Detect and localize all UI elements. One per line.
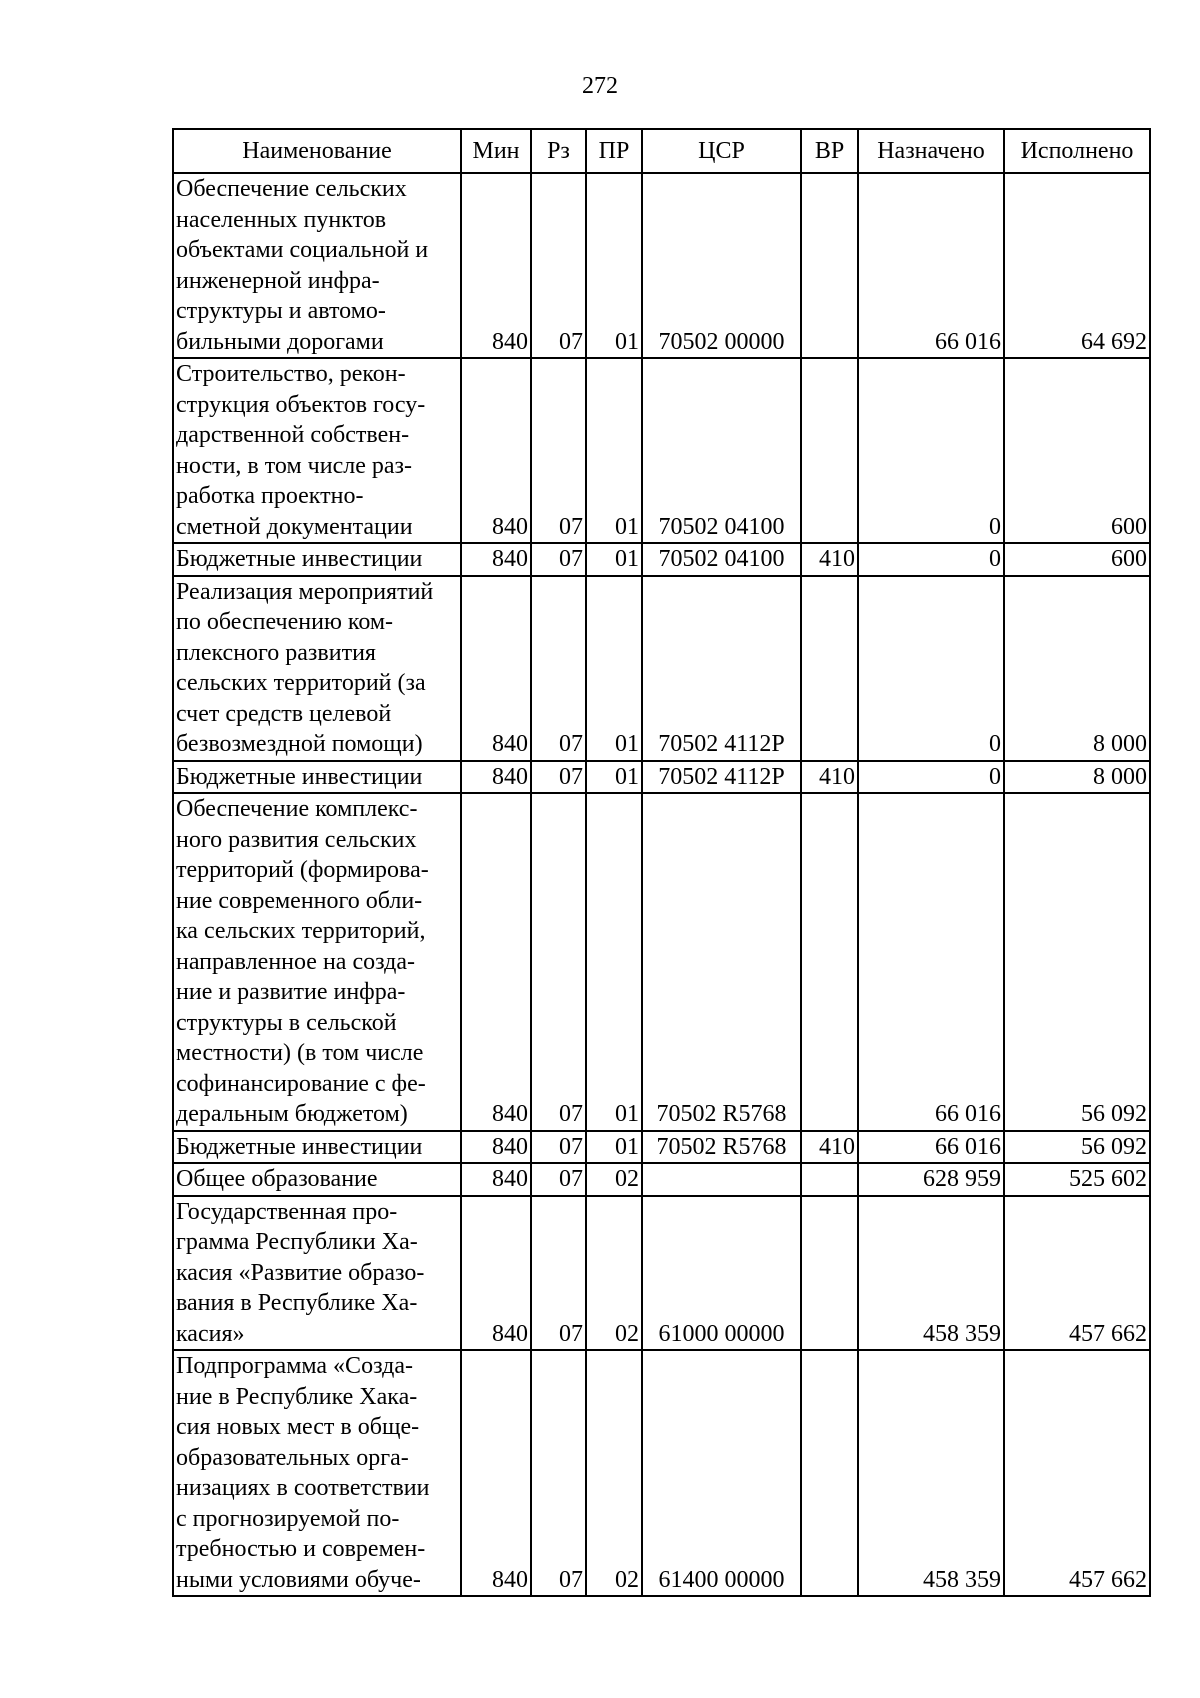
cell-csr: 70502 00000 [642, 173, 801, 358]
cell-name [173, 1196, 461, 1351]
cell-pr: 01 [586, 793, 642, 1131]
cell-min: 840 [461, 358, 531, 543]
cell-pr: 01 [586, 1131, 642, 1164]
name-line: безвозмездной помощи) [176, 731, 423, 757]
table-header-row [173, 129, 1150, 173]
cell-pr: 01 [586, 358, 642, 543]
cell-vr [801, 173, 858, 358]
table-row [173, 1131, 1150, 1164]
cell-name [173, 1350, 461, 1596]
cell-executed: 600 [1004, 358, 1150, 543]
name-line: Подпрограмма «Созда- [176, 1353, 413, 1379]
name-line: сельских территорий (за [176, 670, 426, 696]
cell-vr [801, 1350, 858, 1596]
cell-name [173, 793, 461, 1131]
table-row [173, 1350, 1150, 1596]
name-line: ние современного обли- [176, 887, 423, 914]
name-line: вания в Республике Ха- [176, 1290, 418, 1316]
cell-assigned: 0 [858, 761, 1004, 794]
cell-rz: 07 [531, 1350, 586, 1596]
table-row [173, 543, 1150, 576]
cell-vr [801, 358, 858, 543]
name-line: Государственная про- [176, 1198, 398, 1225]
header-executed: Исполнено [1004, 129, 1150, 173]
name-line: Обеспечение сельских [176, 176, 407, 202]
cell-min: 840 [461, 1131, 531, 1164]
name-line: сия новых мест в обще- [176, 1414, 420, 1440]
cell-executed: 457 662 [1004, 1350, 1150, 1596]
name-line: ными условиями обуче- [176, 1566, 421, 1593]
name-line: структуры и автомо- [176, 298, 386, 324]
cell-executed: 56 092 [1004, 793, 1150, 1131]
cell-name [173, 358, 461, 543]
cell-vr [801, 793, 858, 1131]
cell-csr: 70502 4112P [642, 761, 801, 794]
name-line: по обеспечению ком- [176, 609, 394, 635]
name-line: ности, в том числе раз- [176, 452, 412, 479]
cell-min: 840 [461, 1350, 531, 1596]
name-line: образовательных орга- [176, 1444, 409, 1471]
cell-pr: 02 [586, 1350, 642, 1596]
cell-min: 840 [461, 543, 531, 576]
name-line: сметной документации [176, 513, 413, 540]
cell-vr: 410 [801, 1131, 858, 1164]
name-line: ние в Республике Хака- [176, 1383, 418, 1410]
cell-rz: 07 [531, 543, 586, 576]
cell-vr [801, 1163, 858, 1196]
cell-rz: 07 [531, 1163, 586, 1196]
name-line: грамма Республики Ха- [176, 1229, 418, 1255]
name-line: с прогнозируемой по- [176, 1505, 400, 1532]
cell-executed: 56 092 [1004, 1131, 1150, 1164]
cell-pr: 01 [586, 543, 642, 576]
name-line: ного развития сельских [176, 826, 417, 853]
name-line: требностью и современ- [176, 1536, 426, 1562]
cell-assigned: 458 359 [858, 1350, 1004, 1596]
cell-min: 840 [461, 1196, 531, 1351]
cell-assigned: 458 359 [858, 1196, 1004, 1351]
name-line: дарственной собствен- [176, 422, 410, 448]
table-row [173, 1163, 1150, 1196]
name-line: счет средств целевой [176, 700, 392, 727]
cell-assigned: 0 [858, 358, 1004, 543]
cell-csr: 70502 R5768 [642, 793, 801, 1131]
name-line: Реализация мероприятий [176, 578, 434, 605]
cell-assigned: 66 016 [858, 173, 1004, 358]
cell-pr: 01 [586, 761, 642, 794]
cell-executed: 600 [1004, 543, 1150, 576]
cell-csr: 70502 R5768 [642, 1131, 801, 1164]
table-body [173, 173, 1150, 1596]
cell-executed: 525 602 [1004, 1163, 1150, 1196]
name-line: объектами социальной и [176, 237, 429, 263]
cell-vr: 410 [801, 543, 858, 576]
cell-name [173, 1163, 461, 1196]
name-line: Бюджетные инвестиции [176, 763, 423, 790]
cell-rz: 07 [531, 1196, 586, 1351]
table-row [173, 576, 1150, 761]
cell-assigned: 0 [858, 576, 1004, 761]
name-line: низациях в соответствии [176, 1475, 430, 1501]
cell-min: 840 [461, 1163, 531, 1196]
cell-csr: 70502 04100 [642, 358, 801, 543]
cell-assigned: 0 [858, 543, 1004, 576]
name-line: бильными дорогами [176, 328, 384, 355]
name-line: Строительство, рекон- [176, 361, 406, 387]
table-row [173, 173, 1150, 358]
cell-pr: 02 [586, 1196, 642, 1351]
cell-pr: 01 [586, 576, 642, 761]
table-row [173, 793, 1150, 1131]
cell-assigned: 628 959 [858, 1163, 1004, 1196]
name-line: структуры в сельской [176, 1009, 397, 1036]
cell-executed: 8 000 [1004, 761, 1150, 794]
header-rz: Рз [531, 129, 586, 173]
header-min: Мин [461, 129, 531, 173]
name-line: направленное на созда- [176, 948, 416, 975]
cell-executed: 64 692 [1004, 173, 1150, 358]
header-csr: ЦСР [642, 129, 801, 173]
cell-name [173, 543, 461, 576]
cell-min: 840 [461, 793, 531, 1131]
cell-pr: 01 [586, 173, 642, 358]
header-name: Наименование [173, 129, 461, 173]
header-vr: ВР [801, 129, 858, 173]
cell-rz: 07 [531, 173, 586, 358]
cell-pr: 02 [586, 1163, 642, 1196]
name-line: работка проектно- [176, 483, 364, 509]
name-line: касия» [176, 1320, 245, 1347]
name-line: ка сельских территорий, [176, 918, 426, 944]
cell-assigned: 66 016 [858, 793, 1004, 1131]
cell-csr: 61000 00000 [642, 1196, 801, 1351]
name-line: инженерной инфра- [176, 267, 380, 294]
cell-csr: 70502 04100 [642, 543, 801, 576]
cell-rz: 07 [531, 761, 586, 794]
header-assigned: Назначено [858, 129, 1004, 173]
budget-table [172, 128, 1151, 1597]
cell-rz: 07 [531, 358, 586, 543]
cell-vr [801, 1196, 858, 1351]
name-line: Бюджетные инвестиции [176, 1133, 423, 1160]
cell-executed: 8 000 [1004, 576, 1150, 761]
cell-min: 840 [461, 173, 531, 358]
name-line: ние и развитие инфра- [176, 979, 406, 1005]
table-row [173, 761, 1150, 794]
table-row [173, 358, 1150, 543]
name-line: деральным бюджетом) [176, 1101, 408, 1127]
name-line: населенных пунктов [176, 206, 387, 233]
name-line: Общее образование [176, 1166, 378, 1192]
name-line: софинансирование с фе- [176, 1070, 426, 1097]
name-line: Бюджетные инвестиции [176, 546, 423, 572]
cell-csr: 61400 00000 [642, 1350, 801, 1596]
cell-csr: 70502 4112P [642, 576, 801, 761]
name-line: Обеспечение комплекс- [176, 796, 418, 822]
cell-min: 840 [461, 761, 531, 794]
cell-rz: 07 [531, 793, 586, 1131]
name-line: касия «Развитие образо- [176, 1259, 425, 1286]
cell-vr [801, 576, 858, 761]
cell-name [173, 761, 461, 794]
cell-assigned: 66 016 [858, 1131, 1004, 1164]
cell-name [173, 1131, 461, 1164]
table-row [173, 1196, 1150, 1351]
page-number: 272 [582, 73, 618, 99]
cell-name [173, 576, 461, 761]
cell-rz: 07 [531, 576, 586, 761]
cell-name [173, 173, 461, 358]
cell-csr [642, 1163, 801, 1196]
name-line: территорий (формирова- [176, 857, 429, 883]
cell-rz: 07 [531, 1131, 586, 1164]
cell-vr: 410 [801, 761, 858, 794]
header-pr: ПР [586, 129, 642, 173]
cell-executed: 457 662 [1004, 1196, 1150, 1351]
cell-min: 840 [461, 576, 531, 761]
name-line: струкция объектов госу- [176, 391, 426, 418]
name-line: плексного развития [176, 639, 376, 666]
name-line: местности) (в том числе [176, 1040, 424, 1066]
